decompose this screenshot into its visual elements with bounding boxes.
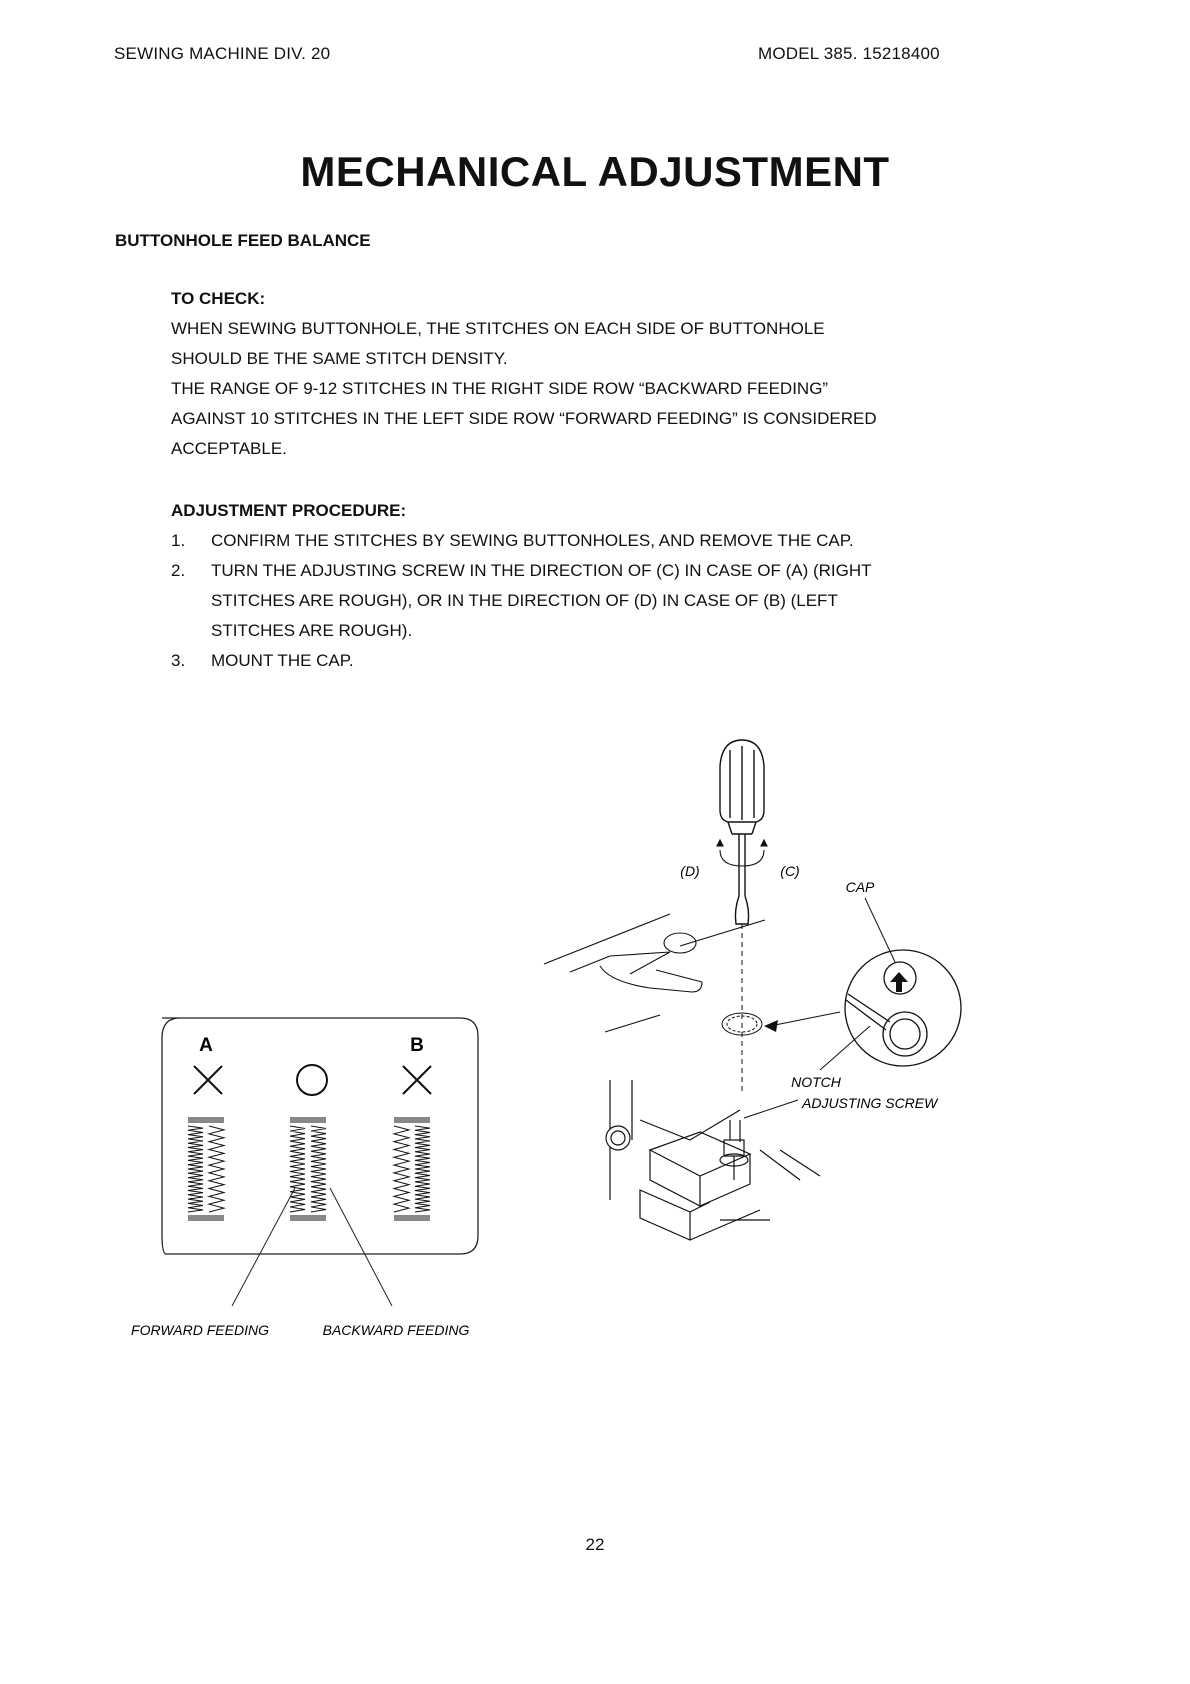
procedure-step [171, 526, 1071, 556]
rotation-arrow-icon [717, 840, 767, 866]
circle-ok-icon [297, 1065, 327, 1095]
stitch-column-b [394, 1118, 430, 1220]
x-mark-icon [194, 1066, 222, 1094]
step-number: 3. [171, 651, 186, 670]
to-check-line: ACCEPTABLE. [171, 439, 287, 458]
cap-detail-circle [845, 950, 961, 1066]
step-number: 2. [171, 561, 186, 580]
pointer-line [770, 1012, 840, 1026]
page-number: 22 [585, 1535, 605, 1554]
forward-feeding-caption: FORWARD FEEDING [131, 1322, 269, 1338]
step-line: TURN THE ADJUSTING SCREW IN THE DIRECTION OF (C) IN CASE OF (A) (RIGHT [211, 561, 872, 580]
procedure-heading: ADJUSTMENT PROCEDURE: [171, 501, 407, 520]
stitch-column-ok [290, 1118, 326, 1220]
forward-leader-line [232, 1188, 295, 1306]
procedure-steps [171, 526, 1071, 676]
to-check-heading: TO CHECK: [171, 289, 266, 308]
zigzag-stitch [394, 1126, 409, 1212]
zigzag-stitch [311, 1126, 326, 1212]
to-check-line: WHEN SEWING BUTTONHOLE, THE STITCHES ON EACH SIDE OF BUTTONHOLE [171, 319, 825, 338]
to-check-line: THE RANGE OF 9-12 STITCHES IN THE RIGHT SIDE ROW “BACKWARD FEEDING” [171, 379, 829, 398]
step-line: CONFIRM THE STITCHES BY SEWING BUTTONHOLES, AND REMOVE THE CAP. [211, 531, 854, 550]
zigzag-stitch [415, 1126, 430, 1212]
zigzag-stitch [188, 1126, 203, 1212]
buttonhole-diagram [120, 1000, 520, 1350]
procedure-step [171, 646, 1071, 676]
procedure-step [171, 556, 1071, 646]
step-line: STITCHES ARE ROUGH). [211, 621, 413, 640]
backward-feeding-caption: BACKWARD FEEDING [322, 1322, 470, 1338]
section-title: BUTTONHOLE FEED BALANCE [115, 231, 371, 250]
screw-leader-line [744, 1100, 798, 1118]
step-line: MOUNT THE CAP. [211, 651, 354, 670]
pointer-arrow-icon [764, 1020, 778, 1032]
label-notch: NOTCH [791, 1074, 841, 1090]
x-mark-icon [403, 1066, 431, 1094]
to-check-line: SHOULD BE THE SAME STITCH DENSITY. [171, 349, 508, 368]
label-b: B [410, 1035, 424, 1056]
label-cap: CAP [845, 879, 875, 895]
label-adjusting-screw: ADJUSTING SCREW [802, 1095, 938, 1111]
to-check-block [171, 284, 1071, 464]
header-right: MODEL 385. 15218400 [758, 44, 940, 63]
label-d: (D) [680, 863, 700, 879]
label-a: A [199, 1035, 213, 1056]
step-number: 1. [171, 531, 186, 550]
cap-leader-line [865, 898, 895, 962]
notch-leader-line [820, 1026, 870, 1070]
procedure-block [171, 496, 1071, 676]
label-c: (C) [780, 863, 800, 879]
zigzag-stitch [209, 1126, 224, 1212]
adjusting-screw-diagram [530, 730, 1020, 1090]
stitch-column-a [188, 1118, 224, 1220]
header-left: SEWING MACHINE DIV. 20 [114, 44, 331, 63]
backward-leader-line [330, 1188, 392, 1306]
zigzag-stitch [290, 1126, 305, 1212]
step-line: STITCHES ARE ROUGH), OR IN THE DIRECTION OF (D) IN CASE OF (B) (LEFT [211, 591, 838, 610]
page-title: MECHANICAL ADJUSTMENT [300, 148, 890, 195]
screw-label-overlay [720, 1080, 1020, 1160]
screwdriver-icon [720, 740, 764, 924]
to-check-line: AGAINST 10 STITCHES IN THE LEFT SIDE ROW “FORWARD FEEDING” IS CONSIDERED [171, 409, 877, 428]
